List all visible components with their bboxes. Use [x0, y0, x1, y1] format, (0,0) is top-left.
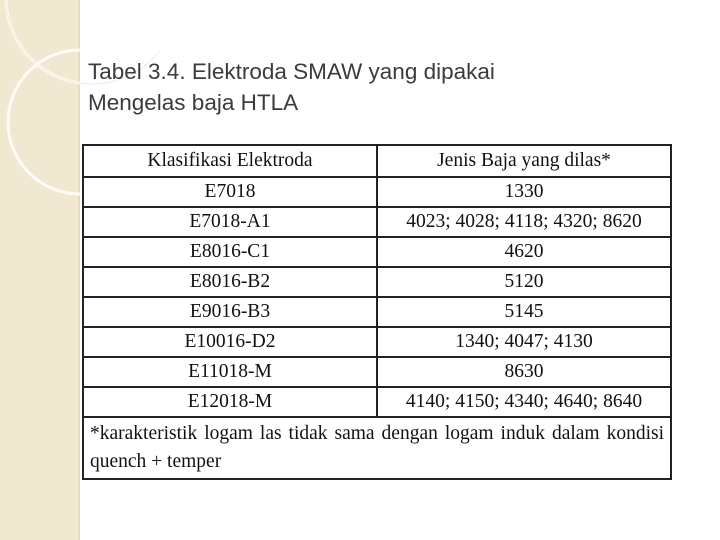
table-row	[83, 297, 671, 327]
cell-electrode: E10016-D2	[83, 327, 377, 357]
cell-electrode: E11018-M	[83, 357, 377, 387]
table-row	[83, 207, 671, 237]
table-row	[83, 237, 671, 267]
header-electrode-classification: Klasifikasi Elektroda	[83, 145, 377, 177]
slide-title-line-2: Mengelas baja HTLA	[88, 90, 299, 115]
cell-electrode: E9016-B3	[83, 297, 377, 327]
table-footnote-row	[83, 417, 671, 479]
cell-steel: 5120	[377, 267, 671, 297]
cell-steel: 1340; 4047; 4130	[377, 327, 671, 357]
header-steel-type: Jenis Baja yang dilas*	[377, 145, 671, 177]
cell-steel: 4023; 4028; 4118; 4320; 8620	[377, 207, 671, 237]
table-row	[83, 267, 671, 297]
table-row	[83, 357, 671, 387]
cell-steel: 8630	[377, 357, 671, 387]
cell-steel: 4140; 4150; 4340; 4640; 8640	[377, 387, 671, 417]
cell-steel: 5145	[377, 297, 671, 327]
slide-title	[88, 56, 688, 118]
cell-electrode: E8016-C1	[83, 237, 377, 267]
table-row	[83, 387, 671, 417]
table-row	[83, 177, 671, 207]
table-row	[83, 327, 671, 357]
table-header-row	[83, 145, 671, 177]
cell-steel: 1330	[377, 177, 671, 207]
cell-steel: 4620	[377, 237, 671, 267]
cell-electrode: E12018-M	[83, 387, 377, 417]
cell-electrode: E7018-A1	[83, 207, 377, 237]
slide-title-line-1: Tabel 3.4. Elektroda SMAW yang dipakai	[88, 59, 495, 84]
electrode-table	[82, 144, 672, 480]
cell-electrode: E7018	[83, 177, 377, 207]
table-footnote: *karakteristik logam las tidak sama dengan logam induk dalam kondisi quench + temper	[83, 417, 671, 479]
cell-electrode: E8016-B2	[83, 267, 377, 297]
